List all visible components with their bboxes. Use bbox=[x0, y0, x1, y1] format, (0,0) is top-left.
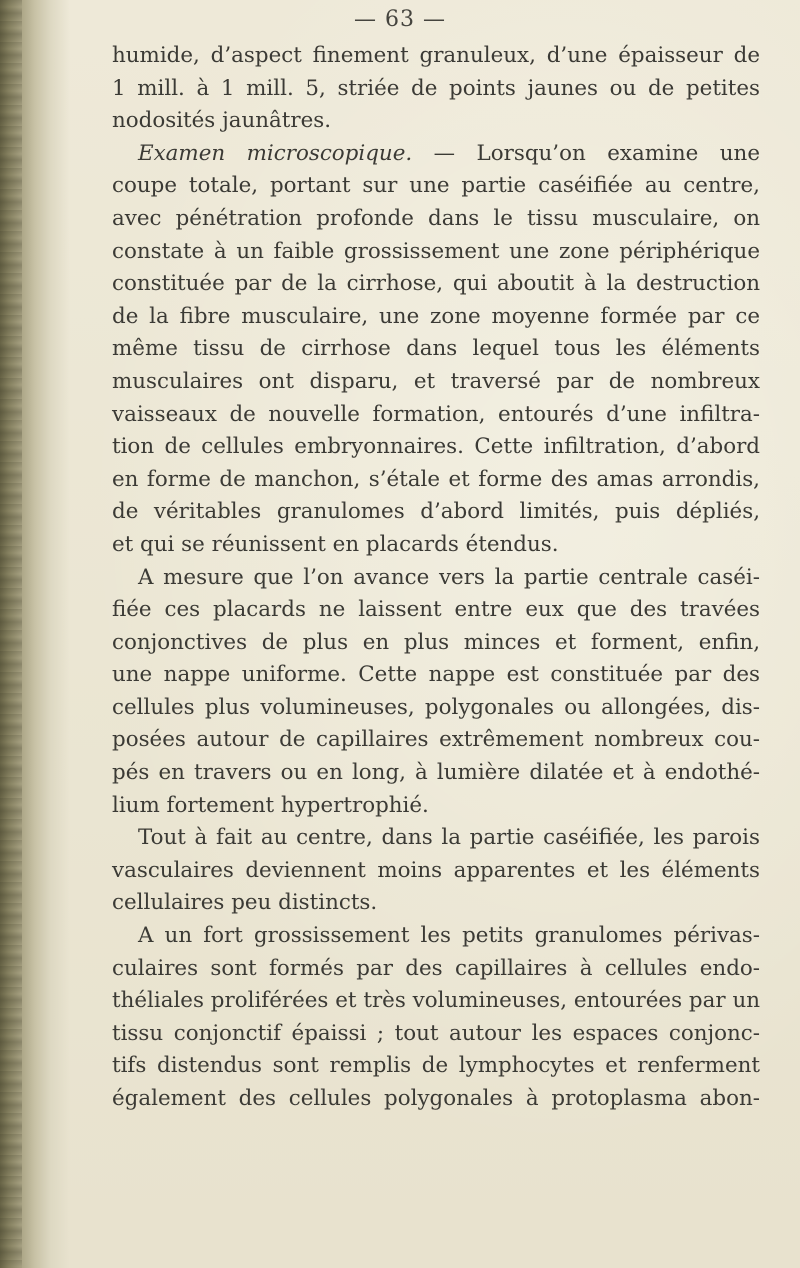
text-line: lium fortement hypertrophié. bbox=[112, 792, 429, 818]
text-line: constate à un faible grossissement une zone périphérique bbox=[112, 238, 760, 264]
text-line: culaires sont formés par des capillaires à cellules endo- bbox=[112, 955, 760, 981]
text-line: avec pénétration profonde dans le tissu musculaire, on bbox=[112, 205, 760, 231]
text-line: en forme de manchon, s’étale et forme des amas arrondis, bbox=[112, 466, 760, 492]
text-line: nodosités jaunâtres. bbox=[112, 108, 332, 134]
text-line: posées autour de capillaires extrêmement nombreux cou- bbox=[112, 727, 760, 753]
text-line: même tissu de cirrhose dans lequel tous les éléments bbox=[112, 336, 760, 362]
text-line: tifs distendus sont remplis de lymphocytes et renferment bbox=[112, 1053, 760, 1079]
text-line: constituée par de la cirrhose, qui aboutit à la destruction bbox=[112, 271, 760, 297]
text-line: A mesure que l’on avance vers la partie centrale caséi- bbox=[138, 564, 760, 590]
text-line: vaisseaux de nouvelle formation, entourés d’une infiltra- bbox=[112, 401, 760, 427]
text-line: tissu conjonctif épaissi ; tout autour les espaces conjonc- bbox=[112, 1020, 760, 1046]
text-line: conjonctives de plus en plus minces et forment, enfin, bbox=[112, 629, 760, 655]
text-line: pés en travers ou en long, à lumière dilatée et à endothé- bbox=[112, 760, 760, 786]
text-line: A un fort grossissement les petits granulomes périvas- bbox=[138, 923, 760, 949]
text-line: coupe totale, portant sur une partie caséifiée au centre, bbox=[112, 173, 760, 199]
text-line: également des cellules polygonales à protoplasma abon- bbox=[112, 1086, 760, 1111]
section-heading: Examen microscopique. bbox=[138, 140, 413, 166]
text-line: fiée ces placards ne laissent entre eux que des travées bbox=[112, 597, 760, 623]
text-line: musculaires ont disparu, et traversé par de nombreux bbox=[112, 368, 760, 394]
text-line: théliales proliférées et très volumineuses, entourées par un bbox=[112, 988, 760, 1014]
text-line: de la fibre musculaire, une zone moyenne formée par ce bbox=[112, 303, 760, 329]
text-line: humide, d’aspect finement granuleux, d’une épaisseur de bbox=[112, 43, 760, 68]
page-number: — 63 — bbox=[354, 7, 446, 32]
text-line: cellulaires peu distincts. bbox=[112, 890, 378, 916]
text-line: tion de cellules embryonnaires. Cette infiltration, d’abord bbox=[112, 434, 760, 460]
text-line-fragment: — Lorsqu’on examine une bbox=[433, 140, 760, 166]
binding-shadow bbox=[0, 0, 70, 1268]
text-line: et qui se réunissent en placards étendus. bbox=[112, 531, 559, 557]
text-line: une nappe uniforme. Cette nappe est constituée par des bbox=[112, 662, 760, 688]
body-text bbox=[112, 40, 760, 1116]
text-line: vasculaires deviennent moins apparentes et les éléments bbox=[112, 857, 760, 883]
text-line: 1 mill. à 1 mill. 5, striée de points jaunes ou de petites bbox=[112, 75, 760, 101]
text-line: cellules plus volumineuses, polygonales ou allongées, dis- bbox=[112, 694, 760, 720]
text-line: de véritables granulomes d’abord limités, puis dépliés, bbox=[112, 499, 760, 525]
text-line: Tout à fait au centre, dans la partie caséifiée, les parois bbox=[138, 825, 760, 851]
text-line bbox=[112, 138, 760, 171]
